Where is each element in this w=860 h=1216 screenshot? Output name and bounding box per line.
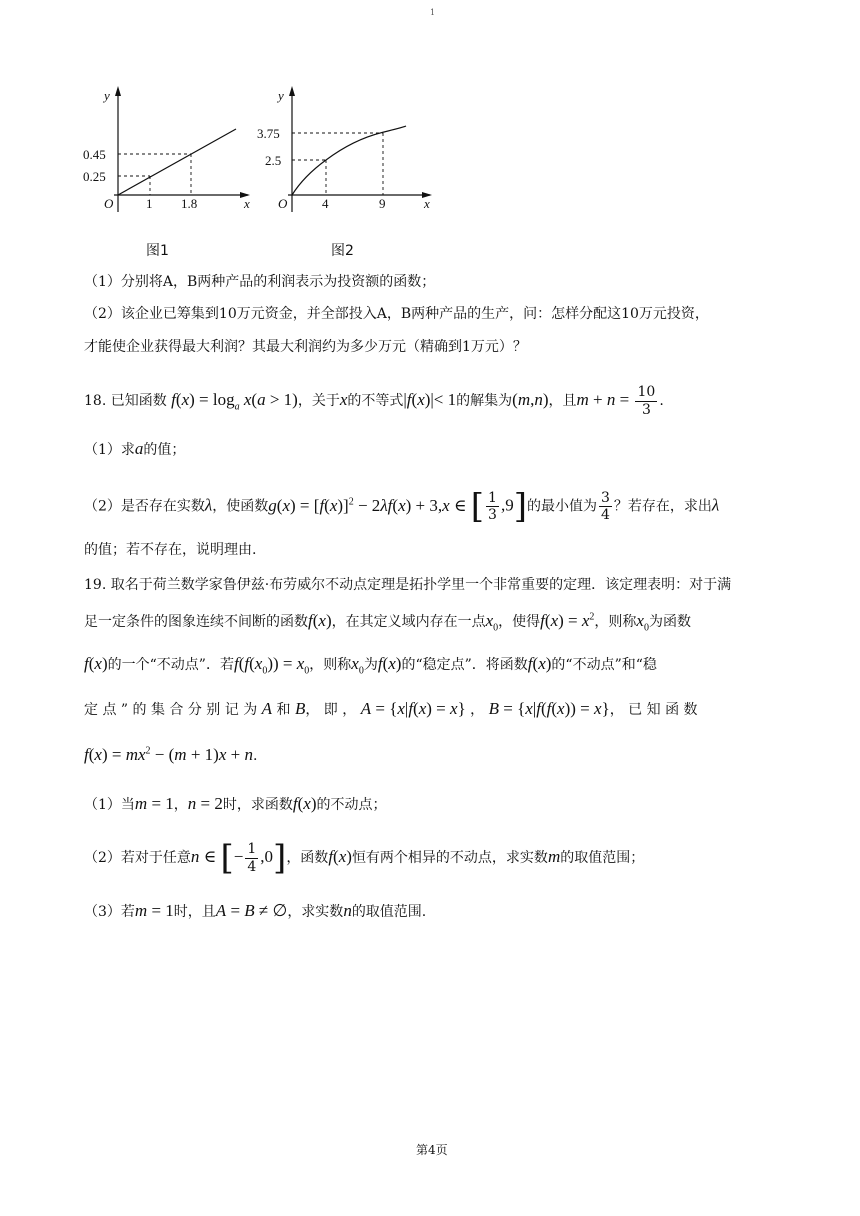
fig2-curve <box>292 126 406 195</box>
fig2-xtick-4: 4 <box>322 196 329 211</box>
fig2-xtick-9: 9 <box>379 196 386 211</box>
fig1-origin: O <box>104 196 114 211</box>
q19-line3: f(x)的一个“不动点”．若$f(f(x_0)) = x_0$，则称$x_0$为f(x)的“稳定点”．将函数f(x)的“不动点”和“稳 <box>84 654 657 677</box>
figure-2-graph <box>254 84 434 214</box>
q17-part2-line2: 才能使企业获得最大利润？其最大利润约为多少万元（精确到1万元）？ <box>84 339 527 355</box>
page-footer: 第4页 <box>416 1143 448 1157</box>
fig1-line <box>118 129 236 195</box>
fig1-x-label: x <box>244 196 250 211</box>
figure-1-graph <box>80 84 250 214</box>
q19-line2: 足一定条件的图象连续不间断的函数f(x)，在其定义域内存在一点$x_0$，使得$f(x) = x^2$，则称$x_0$为函数 <box>84 611 691 634</box>
fig1-y-label: y <box>104 88 110 103</box>
q19-line1: 19. 取名于荷兰数学家鲁伊兹·布劳威尔不动点定理是拓扑学里一个非常重要的定理．该定理表明：对于满 <box>84 577 732 593</box>
q19-line5: $f(x) = mx^2 - (m + 1)x + n$. <box>84 745 258 764</box>
figure-1-caption: 图1 <box>146 243 169 259</box>
page-top-mark: 1 <box>430 8 436 17</box>
q17-part2-line1: （2）该企业已筹集到10万元资金，并全部投入A，B两种产品的生产，问：怎样分配这10万元投资， <box>84 306 709 322</box>
q18-part2-line1: （2）是否存在实数λ，使函数$g(x) = [f(x)]^2 - 2\lambda f(x) + 3,x$ ∈ [ $\frac{1}{3}$ ,9]的最小值为 $\frac{3}{4}$ ？若存在，求出λ <box>84 486 720 527</box>
figure-2-caption: 图2 <box>331 243 354 259</box>
fig1-xtick-1: 1 <box>146 196 153 211</box>
q19-part3: （3）若m = 1时，且A = B ≠ ∅，求实数n的取值范围. <box>84 901 427 920</box>
fig2-y-label: y <box>278 88 284 103</box>
q19-part2: （2）若对于任意n ∈ [− $\frac{1}{4}$ ,0]，函数f(x)恒有两个相异的不动点，求实数m的取值范围； <box>84 838 645 878</box>
fig2-ytick-2.5: 2.5 <box>265 153 282 168</box>
fig1-ytick-0.45: 0.45 <box>83 147 106 162</box>
fig2-origin: O <box>278 196 288 211</box>
q19-line4: 定 点 ” 的 集 合 分 别 记 为 A 和 B， 即 ， A = {x|f(x) = x} ， B = {x|f(f(x)) = x}， 已 知 函 数 <box>84 699 698 718</box>
fig1-xtick-1.8: 1.8 <box>181 196 198 211</box>
q19-part1: （1）当m = 1，n = 2时，求函数f(x)的不动点； <box>84 794 387 813</box>
fig1-ytick-0.25: 0.25 <box>83 169 106 184</box>
q18-stem: 18. 已知函数 $f(x) = \log_a x(a > 1)$，关于x的不等式|f(x)|< 1的解集为(m,n)，且m + n = $\frac{10}{3}$ . <box>84 384 664 418</box>
fig2-x-label: x <box>424 196 430 211</box>
q17-part1: （1）分别将A，B两种产品的利润表示为投资额的函数； <box>84 274 436 290</box>
q18-part1: （1）求a的值； <box>84 439 186 458</box>
q18-part2-line2: 的值；若不存在，说明理由. <box>84 542 257 558</box>
fig2-ytick-3.75: 3.75 <box>257 126 280 141</box>
